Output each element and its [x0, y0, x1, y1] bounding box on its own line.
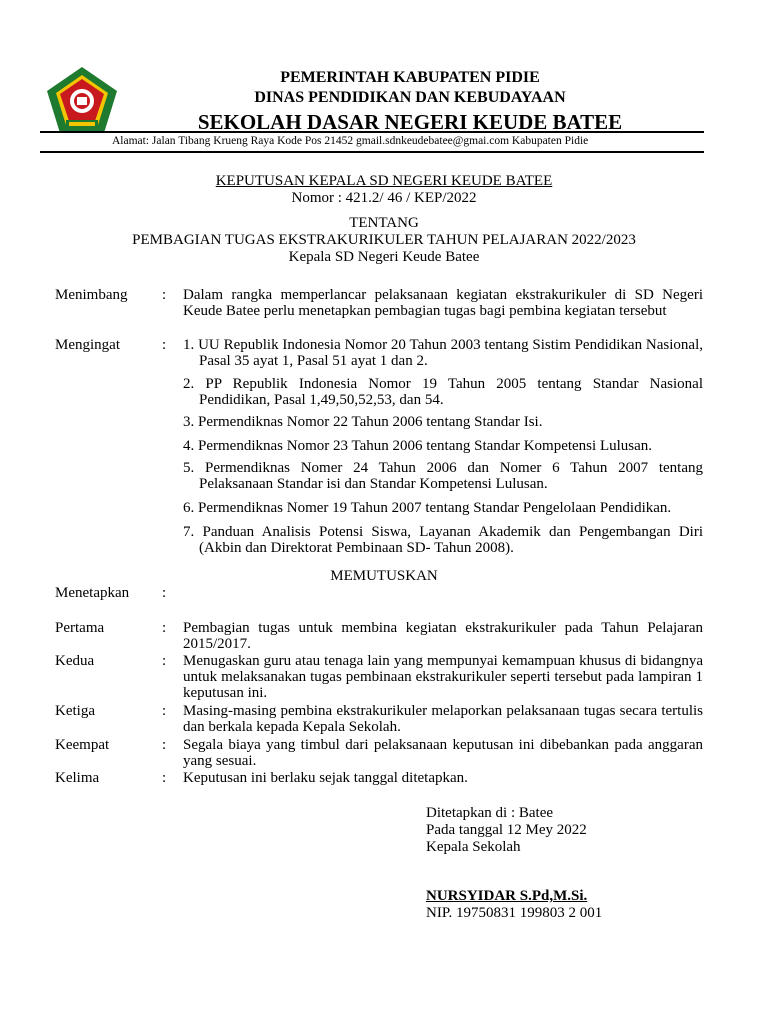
mengingat-item-4: 4. Permendiknas Nomor 23 Tahun 2006 tentang Standar Kompetensi Lulusan. [183, 438, 653, 454]
signature-date: Pada tanggal 12 Mey 2022 [426, 822, 587, 838]
signature-place: Ditetapkan di : Batee [426, 805, 554, 821]
department-heading: DINAS PENDIDIKAN DAN KEBUDAYAAN [254, 89, 566, 106]
decision-colon: : [162, 653, 167, 669]
decision-text-kedua: Menugaskan guru atau tenaga lain yang mempunyai kemampuan khusus di bidangnya untuk melaksanakan tugas pembinaan ekstrakurikuler seperti tersebut pada lampiran 1 keputusan ini. [183, 653, 703, 701]
mengingat-item-1: 1. UU Republik Indonesia Nomor 20 Tahun 2003 tentang Sistim Pendidikan Nasional, Pasal 35 ayat 1, Pasal 51 ayat 1 dan 2. [183, 337, 703, 369]
mengingat-item-2: 2. PP Republik Indonesia Nomor 19 Tahun 2005 tentang Standar Nasional Pendidikan, Pasal 1,49,50,52,53, dan 54. [183, 376, 703, 408]
decision-text-keempat: Segala biaya yang timbul dari pelaksanaan keputusan ini dibebankan pada anggaran yang sesuai. [183, 737, 703, 769]
decision-label-kelima: Kelima [55, 770, 100, 786]
decision-colon: : [162, 620, 167, 636]
school-emblem-logo [44, 64, 120, 136]
letterhead-divider-top [40, 131, 704, 133]
school-address: Alamat: Jalan Tibang Krueng Raya Kode Pos 21452 gmail.sdnkeudebatee@gmai.com Kabupaten Pidie [112, 135, 589, 147]
mengingat-item-3: 3. Permendiknas Nomor 22 Tahun 2006 tentang Standar Isi. [183, 414, 543, 430]
signatory-name: NURSYIDAR S.Pd,M.Si. [426, 888, 588, 904]
menetapkan-colon: : [162, 585, 167, 601]
tentang-heading: TENTANG [349, 215, 419, 231]
decision-colon: : [162, 703, 167, 719]
decision-label-kedua: Kedua [55, 653, 95, 669]
mengingat-colon: : [162, 337, 167, 353]
menimbang-colon: : [162, 287, 167, 303]
decision-label-pertama: Pertama [55, 620, 105, 636]
decision-colon: : [162, 737, 167, 753]
decision-text-ketiga: Masing-masing pembina ekstrakurikuler melaporkan pelaksanaan tugas secara tertulis dan berkala kepada Kepala Sekolah. [183, 703, 703, 735]
signatory-nip: NIP. 19750831 199803 2 001 [426, 905, 603, 921]
mengingat-label: Mengingat [55, 337, 120, 353]
decision-label-keempat: Keempat [55, 737, 110, 753]
decision-colon: : [162, 770, 167, 786]
menetapkan-label: Menetapkan [55, 585, 130, 601]
mengingat-item-7: 7. Panduan Analisis Potensi Siswa, Layanan Akademik dan Pengembangan Diri (Akbin dan Direktorat Pembinaan SD- Tahun 2008). [183, 524, 703, 556]
government-heading: PEMERINTAH KABUPATEN PIDIE [280, 69, 540, 86]
letterhead-divider-bottom [40, 151, 704, 153]
signature-position: Kepala Sekolah [426, 839, 521, 855]
menimbang-label: Menimbang [55, 287, 128, 303]
mengingat-item-5: 5. Permendiknas Nomer 24 Tahun 2006 dan Nomer 6 Tahun 2007 tentang Pelaksanaan Standar isi dan Standar Kompetensi Lulusan. [183, 460, 703, 492]
school-name-heading: SEKOLAH DASAR NEGERI KEUDE BATEE [197, 110, 623, 134]
memutuskan-heading: MEMUTUSKAN [330, 568, 438, 584]
decree-number: Nomor : 421.2/ 46 / KEP/2022 [291, 190, 477, 206]
decree-issuer: Kepala SD Negeri Keude Batee [288, 249, 480, 265]
menimbang-text: Dalam rangka memperlancar pelaksanaan kegiatan ekstrakurikuler di SD Negeri Keude Batee perlu menetapkan pembagian tugas bagi pembina kegiatan tersebut [183, 287, 703, 319]
decision-label-ketiga: Ketiga [55, 703, 95, 719]
mengingat-item-6: 6. Permendiknas Nomer 19 Tahun 2007 tentang Standar Pengelolaan Pendidikan. [183, 500, 672, 516]
decree-title: KEPUTUSAN KEPALA SD NEGERI KEUDE BATEE [215, 173, 553, 189]
decision-text-pertama: Pembagian tugas untuk membina kegiatan ekstrakurikuler pada Tahun Pelajaran 2015/2017. [183, 620, 703, 652]
decision-text-kelima: Keputusan ini berlaku sejak tanggal ditetapkan. [183, 770, 468, 786]
decree-subject: PEMBAGIAN TUGAS EKSTRAKURIKULER TAHUN PELAJARAN 2022/2023 [132, 232, 636, 248]
